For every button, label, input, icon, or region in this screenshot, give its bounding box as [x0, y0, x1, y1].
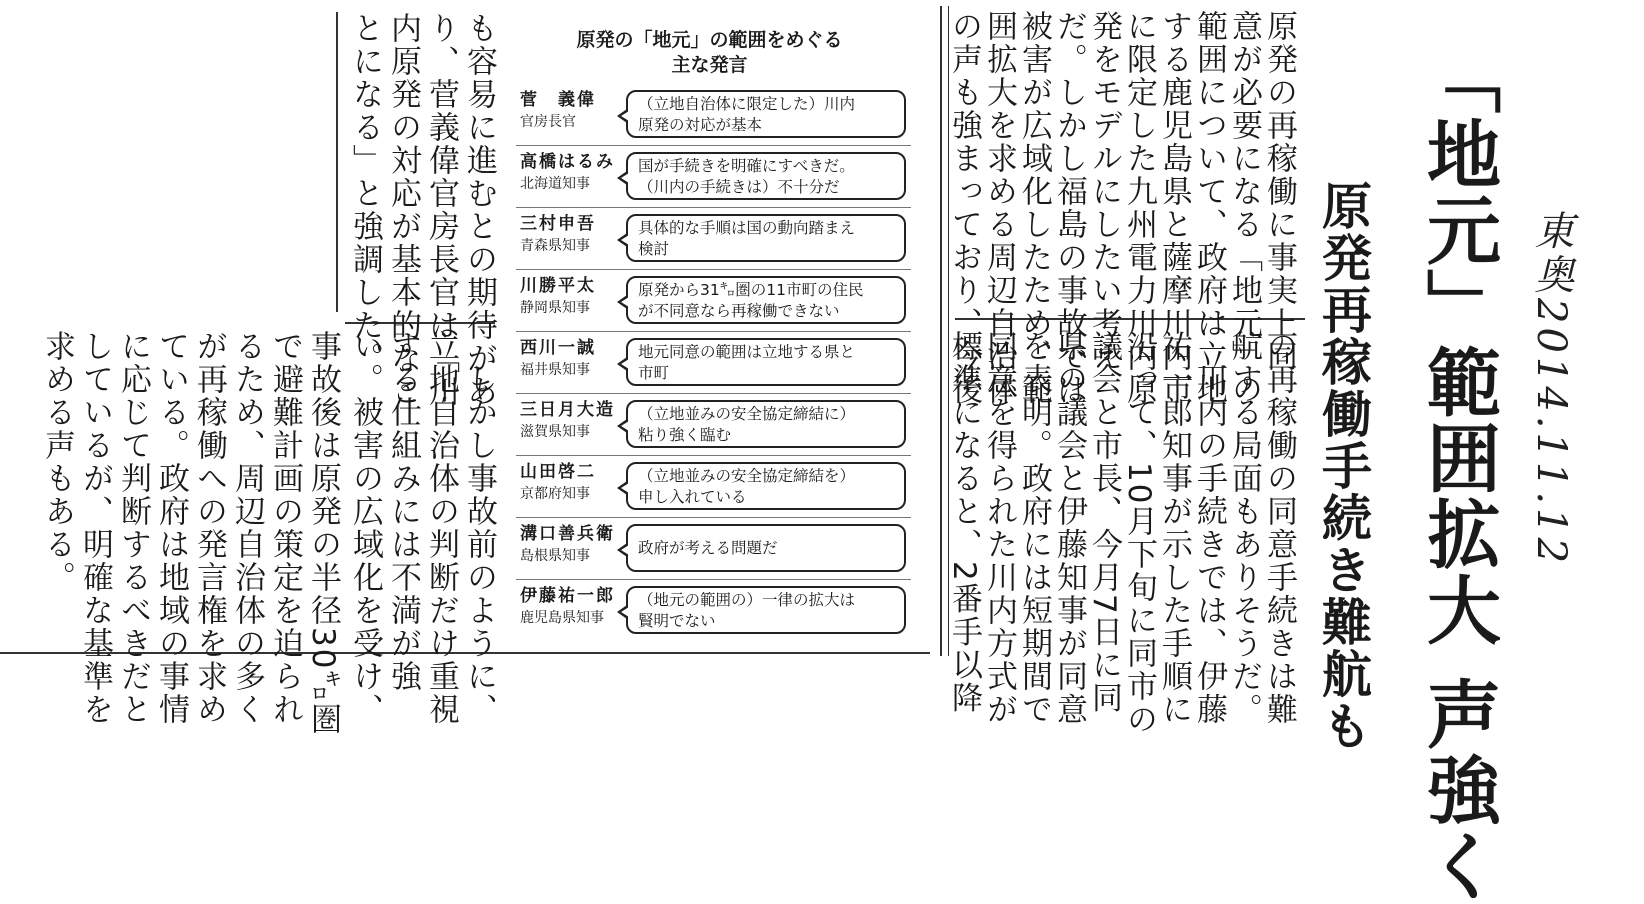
text-column: 求める声もある。 — [39, 330, 75, 594]
text-column: だ。しかし福島の事故では — [1051, 10, 1087, 406]
text-column: 祐一郎知事が示した手順に — [1156, 330, 1192, 726]
row-divider — [516, 455, 911, 456]
row-divider — [516, 579, 911, 580]
row-divider — [516, 207, 911, 208]
speaker-title: 官房長官 — [520, 114, 576, 130]
quote-line-2: 粘り強く臨む — [638, 426, 732, 444]
speaker-name: 三村申吾 — [520, 214, 596, 234]
statement-row — [516, 212, 911, 266]
headline-main: 「地元」範囲拡大 声強く — [1415, 40, 1501, 904]
speaker-name: 三日月大造 — [520, 400, 615, 420]
text-column: 囲拡大を求める周辺自治体 — [981, 10, 1017, 406]
statement-row — [516, 150, 911, 204]
statement-row — [516, 398, 911, 452]
quote-bubble — [626, 338, 906, 386]
text-column: する鹿児島県と薩摩川内市 — [1156, 10, 1192, 406]
statement-row — [516, 584, 911, 638]
text-column: るため、周辺自治体の多く — [229, 330, 265, 726]
handwritten-date-note: 東奥2014.11.12 — [1528, 210, 1574, 568]
text-column: 沿って、10月下旬に同市の — [1121, 330, 1157, 737]
quote-line-1: （立地並みの安全協定締結に） — [638, 405, 856, 423]
speaker-title: 福井県知事 — [520, 362, 590, 378]
speaker-title: 島根県知事 — [520, 548, 590, 564]
text-column: の再稼働の同意手続きは難 — [1261, 330, 1297, 726]
text-column: り、菅義偉官房長官は「川 — [423, 12, 459, 408]
text-column: で避難計画の策定を迫られ — [267, 330, 303, 726]
text-column: 川内の手続きでは、伊藤 — [1191, 330, 1227, 726]
text-column: 原発の再稼働に事実上同 — [1261, 10, 1297, 373]
quote-line-1: 原発から31㌔圏の11市町の住民 — [638, 281, 864, 299]
statement-row — [516, 460, 911, 514]
quote-bubble — [626, 276, 906, 324]
quote-line-2: 市町 — [638, 364, 670, 382]
column-divider-right — [940, 6, 942, 656]
text-column: が再稼働への発言権を求め — [191, 330, 227, 726]
quote-line-2: が不同意なら再稼働できない — [638, 302, 840, 320]
text-column: とになる」と強調した。 — [347, 12, 383, 375]
text-column: 立地自治体の判断だけ重視 — [423, 330, 459, 726]
statement-row — [516, 522, 911, 576]
quote-line-2: 原発の対応が基本 — [638, 116, 763, 134]
sidebar-title — [502, 28, 917, 78]
speaker-name: 川勝平太 — [520, 276, 596, 296]
quote-line-1: 政府が考える問題だ — [638, 538, 778, 557]
quote-line-2: 検討 — [638, 240, 670, 258]
text-column: 事故後は原発の半径30㌔圏 — [305, 330, 341, 737]
quote-line-1: （立地並みの安全協定締結を） — [638, 467, 856, 485]
text-column: に応じて判断するべきだと — [115, 330, 151, 726]
speaker-name: 伊藤祐一郎 — [520, 586, 615, 606]
text-column: を表明。政府には短期間で — [1016, 330, 1052, 726]
quote-line-2: 賢明でない — [638, 612, 716, 630]
speaker-name: 西川一誠 — [520, 338, 596, 358]
quote-line-1: 国が手続きを明確にすべきだ。 — [638, 157, 855, 175]
speaker-title: 滋賀県知事 — [520, 424, 590, 440]
sidebar-title-line1: 原発の「地元」の範囲をめぐる — [576, 29, 843, 51]
speaker-name: 山田啓二 — [520, 462, 596, 482]
text-column: ている。政府は地域の事情 — [153, 330, 189, 726]
statement-row — [516, 336, 911, 390]
quote-bubble — [626, 400, 906, 448]
quote-line-2: 申し入れている — [638, 488, 747, 506]
row-divider — [516, 145, 911, 146]
text-column: 意が必要になる「地元」の — [1226, 10, 1262, 406]
text-column: に限定した九州電力川内原 — [1121, 10, 1157, 406]
quote-line-1: （地元の範囲の）一律の拡大は — [638, 591, 856, 609]
quote-bubble — [626, 524, 906, 572]
quote-line-1: 具体的な手順は国の動向踏まえ — [638, 219, 856, 237]
row-divider — [516, 393, 911, 394]
text-column: 発をモデルにしたい考え — [1086, 10, 1122, 373]
text-column: 航する局面もありそうだ。 — [1226, 330, 1262, 726]
row-divider — [516, 269, 911, 270]
text-column: 内原発の対応が基本的なこ — [385, 12, 421, 408]
headline-sub: 原発再稼働手続き難航も — [1314, 180, 1372, 752]
statement-row — [516, 88, 911, 142]
statements-sidebar — [502, 28, 917, 640]
text-column: も容易に進むとの期待があ — [461, 12, 497, 408]
statement-row — [516, 274, 911, 328]
text-column: 県の議会と伊藤知事が同意 — [1051, 330, 1087, 726]
quote-bubble — [626, 214, 906, 262]
speaker-title: 北海道知事 — [520, 176, 590, 192]
speaker-title: 京都府知事 — [520, 486, 590, 502]
left-section-divider — [336, 12, 338, 312]
row-divider — [516, 331, 911, 332]
speaker-title: 鹿児島県知事 — [520, 610, 604, 626]
sidebar-title-line2: 主な発言 — [671, 54, 748, 76]
text-column: 被害が広域化したため、範 — [1016, 10, 1052, 406]
text-column: い。被害の広域化を受け、 — [347, 330, 383, 726]
text-column: 同意を得られた川内方式が — [981, 330, 1017, 726]
speaker-title: 青森県知事 — [520, 238, 590, 254]
text-column: しているが、明確な基準を — [77, 330, 113, 726]
quote-bubble — [626, 462, 906, 510]
quote-bubble — [626, 152, 906, 200]
text-column: しかし事故前のように、 — [461, 330, 497, 726]
quote-line-1: 地元同意の範囲は立地する県と — [638, 343, 856, 361]
text-column: 議会と市長、今月7日に同 — [1086, 330, 1122, 715]
quote-line-1: （立地自治体に限定した）川内 — [638, 95, 856, 113]
row-divider — [516, 517, 911, 518]
quote-bubble — [626, 90, 906, 138]
text-column: の声も強まっており、今後 — [946, 10, 982, 406]
speaker-name: 溝口善兵衛 — [520, 524, 615, 544]
quote-line-2: （川内の手続きは）不十分だ — [638, 178, 840, 196]
text-column: する仕組みには不満が強 — [385, 330, 421, 693]
text-column: 範囲について、政府は立地 — [1191, 10, 1227, 406]
speaker-name: 菅 義偉 — [520, 90, 596, 110]
speaker-name: 高橋はるみ — [520, 152, 615, 172]
text-column: 標準になると、2番手以降 — [946, 330, 982, 715]
speaker-title: 静岡県知事 — [520, 300, 590, 316]
quote-bubble — [626, 586, 906, 634]
